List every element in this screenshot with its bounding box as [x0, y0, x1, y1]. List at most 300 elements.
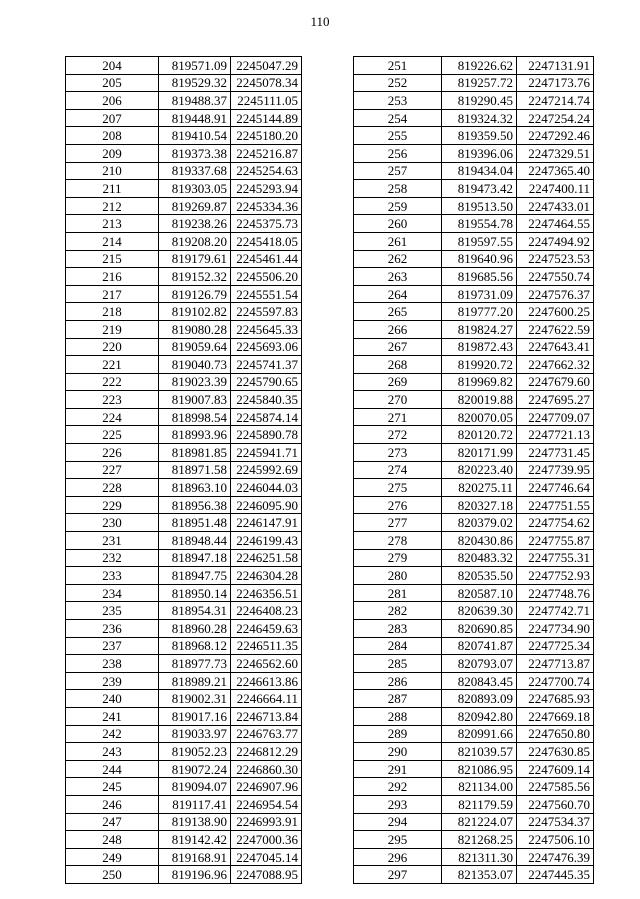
point-number-cell: 231: [66, 532, 159, 550]
y-coordinate-cell: 2247576.37: [517, 285, 594, 303]
y-coordinate-cell: 2247560.70: [517, 795, 594, 813]
y-coordinate-cell: 2245693.06: [231, 338, 302, 356]
x-coordinate-cell: 818998.54: [159, 408, 231, 426]
y-coordinate-cell: 2245418.05: [231, 232, 302, 250]
y-coordinate-cell: 2247695.27: [517, 391, 594, 409]
point-number-cell: 220: [66, 338, 159, 356]
table-row: [66, 532, 302, 550]
x-coordinate-cell: 818989.21: [159, 672, 231, 690]
table-row: [66, 215, 302, 233]
point-number-cell: 287: [354, 690, 442, 708]
coordinate-table-left-body: [66, 57, 302, 884]
point-number-cell: 276: [354, 496, 442, 514]
x-coordinate-cell: 819142.42: [159, 831, 231, 849]
coordinate-table-left: [65, 56, 302, 884]
y-coordinate-cell: 2247721.13: [517, 426, 594, 444]
table-row: [354, 215, 594, 233]
x-coordinate-cell: 819685.56: [442, 268, 517, 286]
y-coordinate-cell: 2247755.87: [517, 532, 594, 550]
point-number-cell: 241: [66, 707, 159, 725]
x-coordinate-cell: 821134.00: [442, 778, 517, 796]
table-row: [354, 444, 594, 462]
point-number-cell: 257: [354, 162, 442, 180]
table-row: [354, 109, 594, 127]
y-coordinate-cell: 2247445.35: [517, 866, 594, 884]
point-number-cell: 223: [66, 391, 159, 409]
table-row: [66, 461, 302, 479]
table-row: [66, 620, 302, 638]
x-coordinate-cell: 819007.83: [159, 391, 231, 409]
x-coordinate-cell: 820379.02: [442, 514, 517, 532]
point-number-cell: 288: [354, 707, 442, 725]
point-number-cell: 295: [354, 831, 442, 849]
x-coordinate-cell: 818977.73: [159, 655, 231, 673]
point-number-cell: 236: [66, 620, 159, 638]
x-coordinate-cell: 819179.61: [159, 250, 231, 268]
x-coordinate-cell: 820690.85: [442, 620, 517, 638]
x-coordinate-cell: 818971.58: [159, 461, 231, 479]
y-coordinate-cell: 2247045.14: [231, 848, 302, 866]
y-coordinate-cell: 2247088.95: [231, 866, 302, 884]
point-number-cell: 282: [354, 602, 442, 620]
y-coordinate-cell: 2245334.36: [231, 197, 302, 215]
point-number-cell: 289: [354, 725, 442, 743]
point-number-cell: 246: [66, 795, 159, 813]
point-number-cell: 251: [354, 57, 442, 75]
y-coordinate-cell: 2247752.93: [517, 567, 594, 585]
table-row: [354, 180, 594, 198]
table-row: [354, 426, 594, 444]
x-coordinate-cell: 819290.45: [442, 92, 517, 110]
y-coordinate-cell: 2245551.54: [231, 285, 302, 303]
table-row: [66, 303, 302, 321]
y-coordinate-cell: 2245375.73: [231, 215, 302, 233]
x-coordinate-cell: 819040.73: [159, 356, 231, 374]
x-coordinate-cell: 821039.57: [442, 743, 517, 761]
table-row: [66, 109, 302, 127]
x-coordinate-cell: 819226.62: [442, 57, 517, 75]
y-coordinate-cell: 2245790.65: [231, 373, 302, 391]
y-coordinate-cell: 2247464.55: [517, 215, 594, 233]
y-coordinate-cell: 2246812.29: [231, 743, 302, 761]
table-row: [354, 479, 594, 497]
point-number-cell: 222: [66, 373, 159, 391]
point-number-cell: 248: [66, 831, 159, 849]
y-coordinate-cell: 2246251.58: [231, 549, 302, 567]
y-coordinate-cell: 2246763.77: [231, 725, 302, 743]
x-coordinate-cell: 819448.91: [159, 109, 231, 127]
table-row: [354, 144, 594, 162]
x-coordinate-cell: 821311.30: [442, 848, 517, 866]
point-number-cell: 264: [354, 285, 442, 303]
table-row: [354, 408, 594, 426]
x-coordinate-cell: 820070.05: [442, 408, 517, 426]
table-row: [354, 725, 594, 743]
point-number-cell: 290: [354, 743, 442, 761]
point-number-cell: 216: [66, 268, 159, 286]
point-number-cell: 255: [354, 127, 442, 145]
y-coordinate-cell: 2247669.18: [517, 707, 594, 725]
y-coordinate-cell: 2247254.24: [517, 109, 594, 127]
table-row: [354, 795, 594, 813]
table-row: [66, 285, 302, 303]
y-coordinate-cell: 2246562.60: [231, 655, 302, 673]
point-number-cell: 238: [66, 655, 159, 673]
point-number-cell: 212: [66, 197, 159, 215]
point-number-cell: 296: [354, 848, 442, 866]
table-row: [66, 127, 302, 145]
table-row: [66, 707, 302, 725]
y-coordinate-cell: 2247662.32: [517, 356, 594, 374]
y-coordinate-cell: 2246954.54: [231, 795, 302, 813]
point-number-cell: 281: [354, 584, 442, 602]
table-row: [354, 285, 594, 303]
table-row: [354, 848, 594, 866]
y-coordinate-cell: 2246408.23: [231, 602, 302, 620]
x-coordinate-cell: 819434.04: [442, 162, 517, 180]
x-coordinate-cell: 819138.90: [159, 813, 231, 831]
x-coordinate-cell: 820893.09: [442, 690, 517, 708]
point-number-cell: 267: [354, 338, 442, 356]
point-number-cell: 259: [354, 197, 442, 215]
y-coordinate-cell: 2246511.35: [231, 637, 302, 655]
point-number-cell: 261: [354, 232, 442, 250]
point-number-cell: 219: [66, 320, 159, 338]
x-coordinate-cell: 819337.68: [159, 162, 231, 180]
x-coordinate-cell: 819969.82: [442, 373, 517, 391]
table-row: [66, 92, 302, 110]
table-row: [66, 655, 302, 673]
y-coordinate-cell: 2245506.20: [231, 268, 302, 286]
y-coordinate-cell: 2245180.20: [231, 127, 302, 145]
point-number-cell: 204: [66, 57, 159, 75]
table-row: [66, 778, 302, 796]
y-coordinate-cell: 2245254.63: [231, 162, 302, 180]
table-row: [354, 778, 594, 796]
x-coordinate-cell: 819033.97: [159, 725, 231, 743]
table-row: [354, 162, 594, 180]
x-coordinate-cell: 820430.86: [442, 532, 517, 550]
y-coordinate-cell: 2247709.07: [517, 408, 594, 426]
point-number-cell: 271: [354, 408, 442, 426]
table-row: [354, 303, 594, 321]
x-coordinate-cell: 819373.38: [159, 144, 231, 162]
y-coordinate-cell: 2245144.89: [231, 109, 302, 127]
table-row: [66, 144, 302, 162]
table-row: [66, 743, 302, 761]
x-coordinate-cell: 819303.05: [159, 180, 231, 198]
table-row: [354, 866, 594, 884]
table-row: [354, 567, 594, 585]
y-coordinate-cell: 2247600.25: [517, 303, 594, 321]
point-number-cell: 263: [354, 268, 442, 286]
y-coordinate-cell: 2247365.40: [517, 162, 594, 180]
table-row: [66, 848, 302, 866]
point-number-cell: 291: [354, 760, 442, 778]
table-row: [66, 479, 302, 497]
point-number-cell: 292: [354, 778, 442, 796]
x-coordinate-cell: 819269.87: [159, 197, 231, 215]
point-number-cell: 294: [354, 813, 442, 831]
point-number-cell: 205: [66, 74, 159, 92]
y-coordinate-cell: 2245597.83: [231, 303, 302, 321]
y-coordinate-cell: 2245741.37: [231, 356, 302, 374]
table-row: [66, 57, 302, 75]
y-coordinate-cell: 2245840.35: [231, 391, 302, 409]
point-number-cell: 252: [354, 74, 442, 92]
x-coordinate-cell: 820942.80: [442, 707, 517, 725]
point-number-cell: 226: [66, 444, 159, 462]
point-number-cell: 229: [66, 496, 159, 514]
y-coordinate-cell: 2246860.30: [231, 760, 302, 778]
table-row: [66, 391, 302, 409]
table-row: [354, 320, 594, 338]
x-coordinate-cell: 819059.64: [159, 338, 231, 356]
table-row: [354, 356, 594, 374]
table-row: [354, 760, 594, 778]
x-coordinate-cell: 819126.79: [159, 285, 231, 303]
y-coordinate-cell: 2247748.76: [517, 584, 594, 602]
x-coordinate-cell: 819473.42: [442, 180, 517, 198]
table-row: [354, 672, 594, 690]
page-number: 110: [310, 14, 330, 29]
y-coordinate-cell: 2245890.78: [231, 426, 302, 444]
x-coordinate-cell: 820639.30: [442, 602, 517, 620]
x-coordinate-cell: 818950.14: [159, 584, 231, 602]
x-coordinate-cell: 820587.10: [442, 584, 517, 602]
point-number-cell: 280: [354, 567, 442, 585]
table-row: [354, 690, 594, 708]
point-number-cell: 214: [66, 232, 159, 250]
y-coordinate-cell: 2247685.93: [517, 690, 594, 708]
x-coordinate-cell: 819052.23: [159, 743, 231, 761]
table-row: [354, 655, 594, 673]
x-coordinate-cell: 819102.82: [159, 303, 231, 321]
table-row: [66, 813, 302, 831]
point-number-cell: 283: [354, 620, 442, 638]
table-row: [354, 602, 594, 620]
point-number-cell: 215: [66, 250, 159, 268]
point-number-cell: 286: [354, 672, 442, 690]
table-row: [354, 57, 594, 75]
y-coordinate-cell: 2247731.45: [517, 444, 594, 462]
y-coordinate-cell: 2247173.76: [517, 74, 594, 92]
y-coordinate-cell: 2245078.34: [231, 74, 302, 92]
x-coordinate-cell: 819920.72: [442, 356, 517, 374]
y-coordinate-cell: 2245047.29: [231, 57, 302, 75]
table-row: [66, 549, 302, 567]
x-coordinate-cell: 819168.91: [159, 848, 231, 866]
table-row: [66, 426, 302, 444]
point-number-cell: 217: [66, 285, 159, 303]
x-coordinate-cell: 819152.32: [159, 268, 231, 286]
point-number-cell: 272: [354, 426, 442, 444]
y-coordinate-cell: 2246993.91: [231, 813, 302, 831]
y-coordinate-cell: 2247000.36: [231, 831, 302, 849]
y-coordinate-cell: 2246304.28: [231, 567, 302, 585]
coordinate-table-right: [353, 56, 594, 884]
x-coordinate-cell: 819396.06: [442, 144, 517, 162]
x-coordinate-cell: 818956.38: [159, 496, 231, 514]
y-coordinate-cell: 2247550.74: [517, 268, 594, 286]
y-coordinate-cell: 2247734.90: [517, 620, 594, 638]
coordinate-table-right-body: [354, 57, 594, 884]
y-coordinate-cell: 2245293.94: [231, 180, 302, 198]
table-row: [66, 725, 302, 743]
point-number-cell: 285: [354, 655, 442, 673]
x-coordinate-cell: 819080.28: [159, 320, 231, 338]
point-number-cell: 245: [66, 778, 159, 796]
x-coordinate-cell: 818954.31: [159, 602, 231, 620]
table-row: [66, 320, 302, 338]
y-coordinate-cell: 2245111.05: [231, 92, 302, 110]
table-row: [354, 831, 594, 849]
table-row: [354, 584, 594, 602]
table-row: [66, 602, 302, 620]
point-number-cell: 234: [66, 584, 159, 602]
x-coordinate-cell: 818968.12: [159, 637, 231, 655]
table-row: [354, 620, 594, 638]
point-number-cell: 284: [354, 637, 442, 655]
x-coordinate-cell: 819529.32: [159, 74, 231, 92]
y-coordinate-cell: 2246907.96: [231, 778, 302, 796]
point-number-cell: 227: [66, 461, 159, 479]
point-number-cell: 270: [354, 391, 442, 409]
y-coordinate-cell: 2247754.62: [517, 514, 594, 532]
point-number-cell: 210: [66, 162, 159, 180]
point-number-cell: 225: [66, 426, 159, 444]
y-coordinate-cell: 2247650.80: [517, 725, 594, 743]
table-row: [66, 197, 302, 215]
point-number-cell: 224: [66, 408, 159, 426]
y-coordinate-cell: 2247622.59: [517, 320, 594, 338]
x-coordinate-cell: 818947.75: [159, 567, 231, 585]
x-coordinate-cell: 819777.20: [442, 303, 517, 321]
y-coordinate-cell: 2245941.71: [231, 444, 302, 462]
point-number-cell: 266: [354, 320, 442, 338]
x-coordinate-cell: 818951.48: [159, 514, 231, 532]
x-coordinate-cell: 819513.50: [442, 197, 517, 215]
point-number-cell: 239: [66, 672, 159, 690]
point-number-cell: 268: [354, 356, 442, 374]
table-row: [354, 707, 594, 725]
x-coordinate-cell: 820535.50: [442, 567, 517, 585]
point-number-cell: 256: [354, 144, 442, 162]
y-coordinate-cell: 2247700.74: [517, 672, 594, 690]
y-coordinate-cell: 2246095.90: [231, 496, 302, 514]
table-row: [354, 549, 594, 567]
y-coordinate-cell: 2247739.95: [517, 461, 594, 479]
x-coordinate-cell: 819554.78: [442, 215, 517, 233]
point-number-cell: 249: [66, 848, 159, 866]
y-coordinate-cell: 2246199.43: [231, 532, 302, 550]
x-coordinate-cell: 820843.45: [442, 672, 517, 690]
y-coordinate-cell: 2245645.33: [231, 320, 302, 338]
y-coordinate-cell: 2246664.11: [231, 690, 302, 708]
point-number-cell: 233: [66, 567, 159, 585]
table-row: [66, 831, 302, 849]
table-row: [66, 250, 302, 268]
point-number-cell: 297: [354, 866, 442, 884]
y-coordinate-cell: 2247292.46: [517, 127, 594, 145]
x-coordinate-cell: 819196.96: [159, 866, 231, 884]
point-number-cell: 242: [66, 725, 159, 743]
y-coordinate-cell: 2247725.34: [517, 637, 594, 655]
x-coordinate-cell: 818981.85: [159, 444, 231, 462]
point-number-cell: 235: [66, 602, 159, 620]
y-coordinate-cell: 2246147.91: [231, 514, 302, 532]
x-coordinate-cell: 821179.59: [442, 795, 517, 813]
x-coordinate-cell: 819410.54: [159, 127, 231, 145]
table-row: [354, 637, 594, 655]
point-number-cell: 230: [66, 514, 159, 532]
point-number-cell: 237: [66, 637, 159, 655]
y-coordinate-cell: 2247534.37: [517, 813, 594, 831]
table-row: [354, 250, 594, 268]
point-number-cell: 262: [354, 250, 442, 268]
table-row: [66, 338, 302, 356]
y-coordinate-cell: 2247329.51: [517, 144, 594, 162]
x-coordinate-cell: 819571.09: [159, 57, 231, 75]
y-coordinate-cell: 2246713.84: [231, 707, 302, 725]
table-row: [66, 795, 302, 813]
point-number-cell: 221: [66, 356, 159, 374]
x-coordinate-cell: 820741.87: [442, 637, 517, 655]
x-coordinate-cell: 818960.28: [159, 620, 231, 638]
y-coordinate-cell: 2247643.41: [517, 338, 594, 356]
x-coordinate-cell: 819731.09: [442, 285, 517, 303]
point-number-cell: 279: [354, 549, 442, 567]
x-coordinate-cell: 819597.55: [442, 232, 517, 250]
table-row: [66, 408, 302, 426]
y-coordinate-cell: 2247214.74: [517, 92, 594, 110]
point-number-cell: 232: [66, 549, 159, 567]
y-coordinate-cell: 2247679.60: [517, 373, 594, 391]
y-coordinate-cell: 2245461.44: [231, 250, 302, 268]
table-row: [66, 866, 302, 884]
x-coordinate-cell: 819324.32: [442, 109, 517, 127]
table-row: [66, 74, 302, 92]
table-row: [66, 373, 302, 391]
point-number-cell: 213: [66, 215, 159, 233]
x-coordinate-cell: 818947.18: [159, 549, 231, 567]
y-coordinate-cell: 2247742.71: [517, 602, 594, 620]
point-number-cell: 278: [354, 532, 442, 550]
x-coordinate-cell: 821353.07: [442, 866, 517, 884]
x-coordinate-cell: 819208.20: [159, 232, 231, 250]
x-coordinate-cell: 820793.07: [442, 655, 517, 673]
x-coordinate-cell: 818963.10: [159, 479, 231, 497]
table-row: [354, 338, 594, 356]
table-row: [66, 760, 302, 778]
y-coordinate-cell: 2247751.55: [517, 496, 594, 514]
y-coordinate-cell: 2247494.92: [517, 232, 594, 250]
y-coordinate-cell: 2245992.69: [231, 461, 302, 479]
y-coordinate-cell: 2247523.53: [517, 250, 594, 268]
point-number-cell: 243: [66, 743, 159, 761]
x-coordinate-cell: 821268.25: [442, 831, 517, 849]
y-coordinate-cell: 2247131.91: [517, 57, 594, 75]
y-coordinate-cell: 2246459.63: [231, 620, 302, 638]
x-coordinate-cell: 820223.40: [442, 461, 517, 479]
x-coordinate-cell: 820483.32: [442, 549, 517, 567]
point-number-cell: 293: [354, 795, 442, 813]
x-coordinate-cell: 819002.31: [159, 690, 231, 708]
x-coordinate-cell: 818948.44: [159, 532, 231, 550]
point-number-cell: 275: [354, 479, 442, 497]
y-coordinate-cell: 2246356.51: [231, 584, 302, 602]
x-coordinate-cell: 819094.07: [159, 778, 231, 796]
